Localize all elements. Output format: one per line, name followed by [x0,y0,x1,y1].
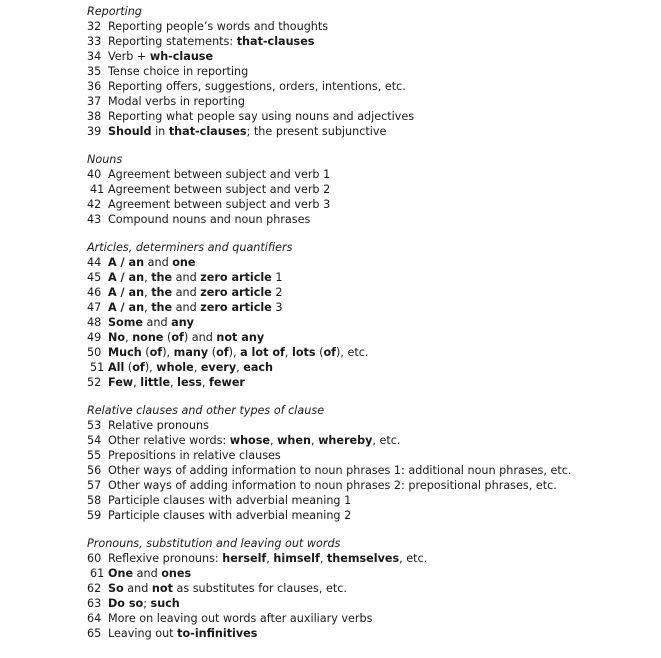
title-text: and [172,301,201,314]
unit-number: 65 [87,627,102,640]
title-text: Reporting what people say using nouns and adjectives [108,110,415,123]
bold-term: No [108,331,126,344]
unit-number: 33 [87,35,102,48]
unit-title [108,34,314,49]
unit-title [108,493,351,508]
toc-entry[interactable] [87,463,647,478]
unit-title [108,596,180,611]
toc-entry[interactable] [87,212,647,227]
toc-entry[interactable] [87,255,647,270]
bold-term: the [151,271,173,284]
title-text: Leaving out [108,627,178,640]
table-of-contents [87,4,647,641]
unit-number: 59 [87,509,102,522]
toc-entry[interactable] [87,345,647,360]
bold-term: Few [108,376,134,389]
bold-term: zero article [200,301,272,314]
title-text: and [123,582,152,595]
bold-term: themselves [326,552,400,565]
bold-term: whose [229,434,270,447]
unit-title [108,285,282,300]
title-text: ), [228,346,241,359]
section-title: Nouns [87,153,123,166]
bold-term: a lot of [240,346,285,359]
title-text: in [151,125,169,138]
title-text: ; [143,597,151,610]
bold-term: zero article [200,286,272,299]
bold-term: any [171,316,194,329]
title-text: 2 [271,286,283,299]
title-text: ), [162,346,174,359]
unit-number: 46 [87,286,102,299]
bold-term: Do so [108,597,144,610]
unit-number: 50 [87,346,102,359]
bold-term: little [140,376,171,389]
title-text: , [133,376,141,389]
toc-entry[interactable] [87,330,647,345]
bold-term: that-clauses [236,35,315,48]
unit-title [108,167,330,182]
unit-title [108,345,368,360]
title-text: Agreement between subject and verb 1 [108,168,331,181]
title-text: , [310,434,319,447]
bold-term: such [150,597,180,610]
unit-number: 63 [87,597,102,610]
unit-title [108,315,194,330]
unit-title [108,611,372,626]
title-text: , [266,552,274,565]
bold-term: A / an [108,271,145,284]
bold-term: to-infinitives [177,627,258,640]
title-text: Participle clauses with adverbial meaning 2 [108,509,352,522]
bold-term: A / an [108,301,145,314]
unit-title [108,330,264,345]
title-text: , [144,286,152,299]
bold-term: All [108,361,125,374]
title-text: and [133,567,162,580]
unit-title [108,94,245,109]
bold-term: of [149,346,163,359]
toc-entry[interactable] [87,611,647,626]
title-text: Participle clauses with adverbial meaning 1 [108,494,352,507]
unit-number: 64 [87,612,102,625]
toc-entry[interactable] [87,375,647,390]
toc-section [87,240,647,390]
unit-title [108,64,248,79]
toc-entry[interactable] [87,315,647,330]
toc-entry[interactable] [87,551,647,566]
title-text: ( [124,361,133,374]
title-text: , [144,301,152,314]
toc-section [87,403,647,523]
title-text: , [319,552,327,565]
unit-title [108,124,386,139]
toc-entry[interactable] [87,19,647,34]
unit-title [108,448,281,463]
unit-title [108,255,195,270]
title-text: and [143,316,172,329]
bold-term: less [177,376,202,389]
title-text: and [172,271,201,284]
toc-entry[interactable] [87,508,647,523]
bold-term: zero article [200,271,272,284]
unit-number: 40 [87,168,102,181]
toc-entry[interactable] [87,124,647,139]
unit-number: 62 [87,582,102,595]
unit-title [108,79,406,94]
title-text: 1 [271,271,283,284]
title-text: Other relative words: [108,434,230,447]
toc-entry[interactable] [87,270,647,285]
unit-title [108,360,273,375]
unit-number: 42 [87,198,102,211]
unit-title [108,375,245,390]
toc-entry[interactable] [87,34,647,49]
bold-term: lots [292,346,316,359]
unit-title [108,581,347,596]
unit-number: 52 [87,376,102,389]
title-text: Agreement between subject and verb 2 [108,183,331,196]
toc-section [87,536,647,641]
toc-entry[interactable] [87,478,647,493]
unit-title [108,566,191,581]
unit-title [108,197,330,212]
title-text: , [125,331,133,344]
unit-number: 36 [87,80,102,93]
section-title: Relative clauses and other types of clause [87,404,325,417]
title-text: Reporting people’s words and thoughts [108,20,329,33]
title-text: Modal verbs in reporting [108,95,245,108]
bold-term: whole [156,361,194,374]
title-text: ) and [183,331,217,344]
bold-term: ones [161,567,192,580]
bold-term: of [132,361,145,374]
unit-number: 39 [87,125,102,138]
bold-term: herself [222,552,267,565]
bold-term: A / an [108,256,145,269]
unit-number: 32 [87,20,102,33]
toc-entry[interactable] [87,433,647,448]
toc-entry[interactable] [87,49,647,64]
unit-title [108,182,330,197]
toc-section [87,4,647,139]
title-text: Other ways of adding information to noun phrases 1: additional noun phrases, etc. [108,464,572,477]
title-text: as substitutes for clauses, etc. [172,582,347,595]
unit-title [108,433,400,448]
bold-term: So [108,582,124,595]
toc-entry[interactable] [87,64,647,79]
title-text: and [172,286,201,299]
title-text: Compound nouns and noun phrases [108,213,311,226]
title-text: ), [144,361,157,374]
title-text: , [284,346,292,359]
toc-entry[interactable] [87,182,647,197]
bold-term: the [151,301,173,314]
bold-term: wh-clause [149,50,214,63]
bold-term: Much [108,346,142,359]
title-text: Verb + [108,50,150,63]
toc-entry[interactable] [87,197,647,212]
unit-number: 49 [87,331,102,344]
toc-entry[interactable] [87,596,647,611]
section-title: Pronouns, substitution and leaving out words [87,537,341,550]
unit-title [108,478,557,493]
title-text: ), etc. [336,346,369,359]
toc-entry[interactable] [87,109,647,124]
unit-number: 51 [90,361,105,374]
unit-number: 60 [87,552,102,565]
title-text: ; the present subjunctive [246,125,387,138]
title-text: ( [163,331,172,344]
toc-entry[interactable] [87,626,647,641]
toc-entry[interactable] [87,448,647,463]
title-text: Prepositions in relative clauses [108,449,281,462]
title-text: , [193,361,201,374]
unit-number: 54 [87,434,102,447]
unit-number: 48 [87,316,102,329]
unit-number: 56 [87,464,102,477]
unit-title [108,19,328,34]
title-text: , [201,376,210,389]
title-text: ( [315,346,324,359]
bold-term: every [200,361,237,374]
bold-term: fewer [209,376,245,389]
bold-term: A / an [108,286,145,299]
title-text: Tense choice in reporting [108,65,249,78]
unit-number: 43 [87,213,102,226]
title-text: , [236,361,244,374]
toc-entry[interactable] [87,300,647,315]
unit-number: 35 [87,65,102,78]
section-title: Reporting [87,5,142,18]
toc-entry[interactable] [87,581,647,596]
toc-entry[interactable] [87,418,647,433]
toc-entry[interactable] [87,167,647,182]
unit-title [108,626,257,641]
bold-term: himself [273,552,320,565]
title-text: Relative pronouns [108,419,209,432]
unit-number: 41 [90,183,105,196]
toc-entry[interactable] [87,79,647,94]
unit-number: 37 [87,95,102,108]
title-text: 3 [271,301,283,314]
toc-entry[interactable] [87,566,647,581]
unit-number: 45 [87,271,102,284]
bold-term: many [173,346,209,359]
unit-number: 47 [87,301,102,314]
title-text: ( [141,346,150,359]
unit-title [108,300,282,315]
bold-term: one [172,256,196,269]
title-text: Other ways of adding information to noun phrases 2: prepositional phrases, etc. [108,479,557,492]
bold-term: when [277,434,311,447]
unit-title [108,270,282,285]
title-text: Agreement between subject and verb 3 [108,198,331,211]
bold-term: each [243,361,273,374]
unit-number: 55 [87,449,102,462]
title-text: Reflexive pronouns: [108,552,223,565]
title-text: More on leaving out words after auxiliary verbs [108,612,373,625]
unit-title [108,551,427,566]
title-text: , [269,434,278,447]
section-title: Articles, determiners and quantifiers [87,241,293,254]
bold-term: of [323,346,337,359]
bold-term: of [171,331,184,344]
unit-number: 53 [87,419,102,432]
bold-term: One [108,567,134,580]
title-text: and [144,256,173,269]
toc-entry[interactable] [87,360,647,375]
toc-entry[interactable] [87,493,647,508]
title-text: Reporting offers, suggestions, orders, intentions, etc. [108,80,406,93]
title-text: , etc. [399,552,428,565]
title-text: Reporting statements: [108,35,237,48]
unit-title [108,49,213,64]
unit-number: 57 [87,479,102,492]
title-text: , [144,271,152,284]
unit-title [108,463,571,478]
unit-number: 34 [87,50,102,63]
unit-number: 58 [87,494,102,507]
unit-title [108,508,351,523]
bold-term: Should [108,125,152,138]
toc-entry[interactable] [87,94,647,109]
title-text: ( [208,346,217,359]
bold-term: whereby [318,434,373,447]
bold-term: not any [216,331,265,344]
toc-section [87,152,647,227]
bold-term: that-clauses [168,125,247,138]
bold-term: the [151,286,173,299]
bold-term: of [216,346,229,359]
title-text: , [170,376,178,389]
unit-number: 61 [90,567,105,580]
unit-title [108,418,209,433]
bold-term: not [151,582,173,595]
unit-title [108,212,310,227]
toc-entry[interactable] [87,285,647,300]
bold-term: Some [108,316,143,329]
unit-title [108,109,414,124]
bold-term: none [132,331,164,344]
title-text: , etc. [372,434,401,447]
unit-number: 44 [87,256,102,269]
unit-number: 38 [87,110,102,123]
